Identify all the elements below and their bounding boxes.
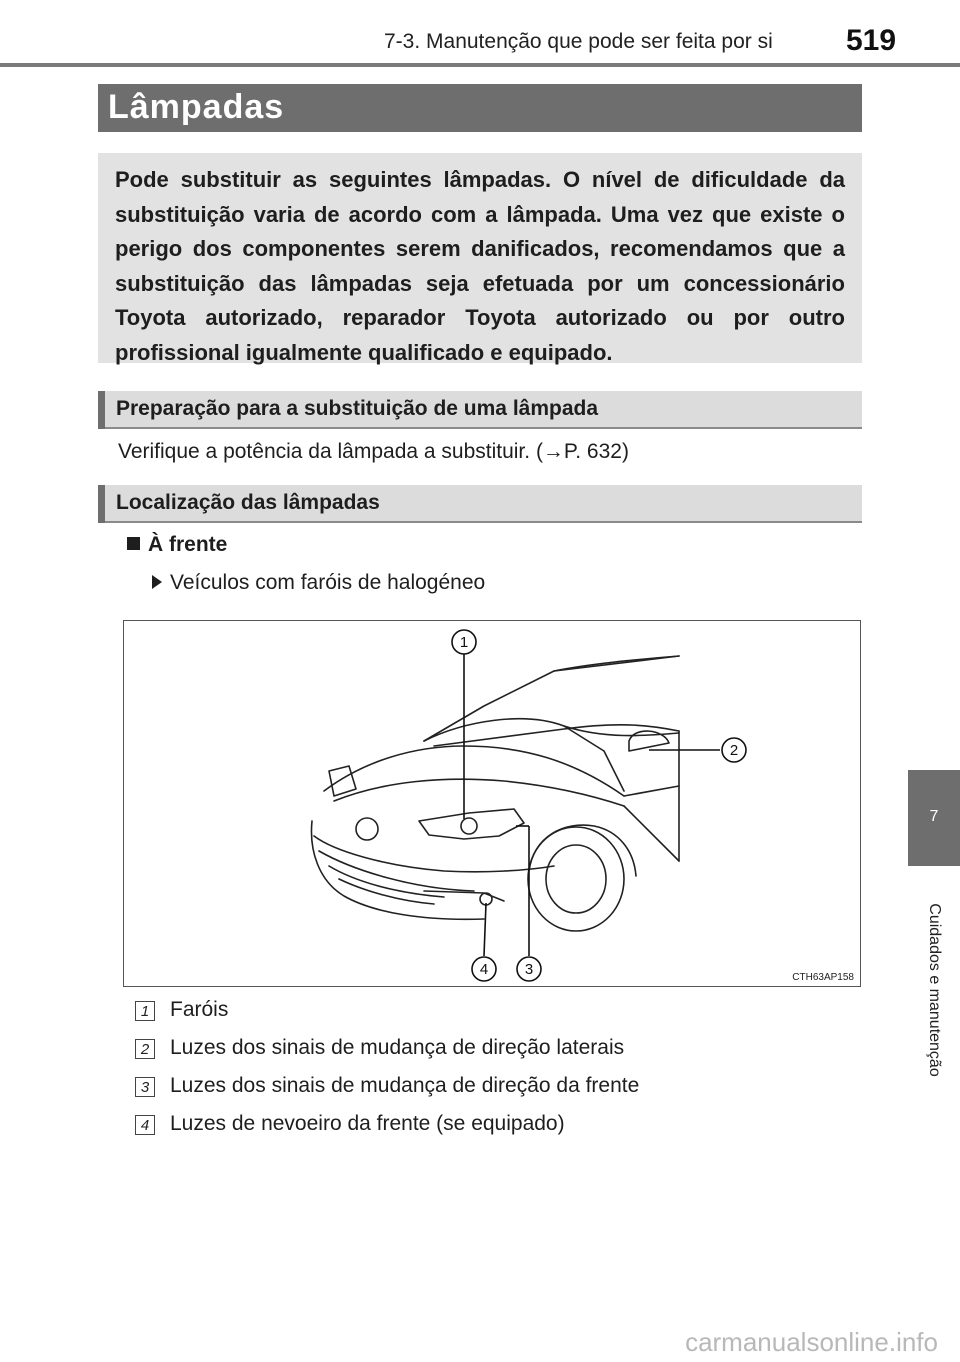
section-title: 7-3. Manutenção que pode ser feita por si xyxy=(384,30,773,53)
legend-number-badge: 4 xyxy=(135,1115,155,1135)
intro-box xyxy=(98,153,862,363)
location-heading-bar xyxy=(98,485,862,523)
callout-3-label: 3 xyxy=(524,961,534,978)
page-title-bar xyxy=(98,84,862,132)
legend-text: Faróis xyxy=(170,998,229,1021)
legend-number-badge: 1 xyxy=(135,1001,155,1021)
legend-text: Luzes dos sinais de mudança de direção da frente xyxy=(170,1074,640,1097)
legend-number-badge: 3 xyxy=(135,1077,155,1097)
page-number: 519 xyxy=(846,24,897,57)
chapter-number: 7 xyxy=(929,808,939,825)
location-heading: Localização das lâmpadas xyxy=(116,491,380,514)
legend-text: Luzes dos sinais de mudança de direção laterais xyxy=(170,1036,625,1059)
callout-2-label: 2 xyxy=(729,742,739,759)
car-front-drawing xyxy=(124,621,860,986)
watermark: carmanualsonline.info xyxy=(685,1327,938,1357)
callout-1-label: 1 xyxy=(459,634,469,651)
front-label: À frente xyxy=(148,533,228,556)
preparation-text: Verifique a potência da lâmpada a substituir. (→P. 632) xyxy=(118,440,629,463)
car-illustration xyxy=(123,620,861,987)
header-divider xyxy=(0,63,960,67)
triangle-bullet-icon xyxy=(152,575,162,589)
preparation-heading: Preparação para a substituição de uma lâmpada xyxy=(116,397,599,420)
square-bullet-icon xyxy=(127,537,140,550)
chapter-tab xyxy=(908,770,960,866)
callout-4-label: 4 xyxy=(479,961,489,978)
intro-text: Pode substituir as seguintes lâmpadas. O nível de dificuldade da substituição varia de acordo com a lâmpada. Uma vez que existe o perigo dos componentes serem danificados, recomendamos que a substituição das lâmpadas seja efetuada por um concessionário Toyota autorizado, reparador Toyota autorizado ou por outro profissional igualmente qualificado e equipado. xyxy=(115,167,845,365)
preparation-heading-bar xyxy=(98,391,862,429)
chapter-label: Cuidados e manutenção xyxy=(926,903,943,1077)
page-title: Lâmpadas xyxy=(108,88,285,126)
legend-number-badge: 2 xyxy=(135,1039,155,1059)
vehicle-variant: Veículos com faróis de halogéneo xyxy=(170,571,486,594)
legend-text: Luzes de nevoeiro da frente (se equipado) xyxy=(170,1112,565,1135)
figure-code: CTH63AP158 xyxy=(792,972,854,983)
